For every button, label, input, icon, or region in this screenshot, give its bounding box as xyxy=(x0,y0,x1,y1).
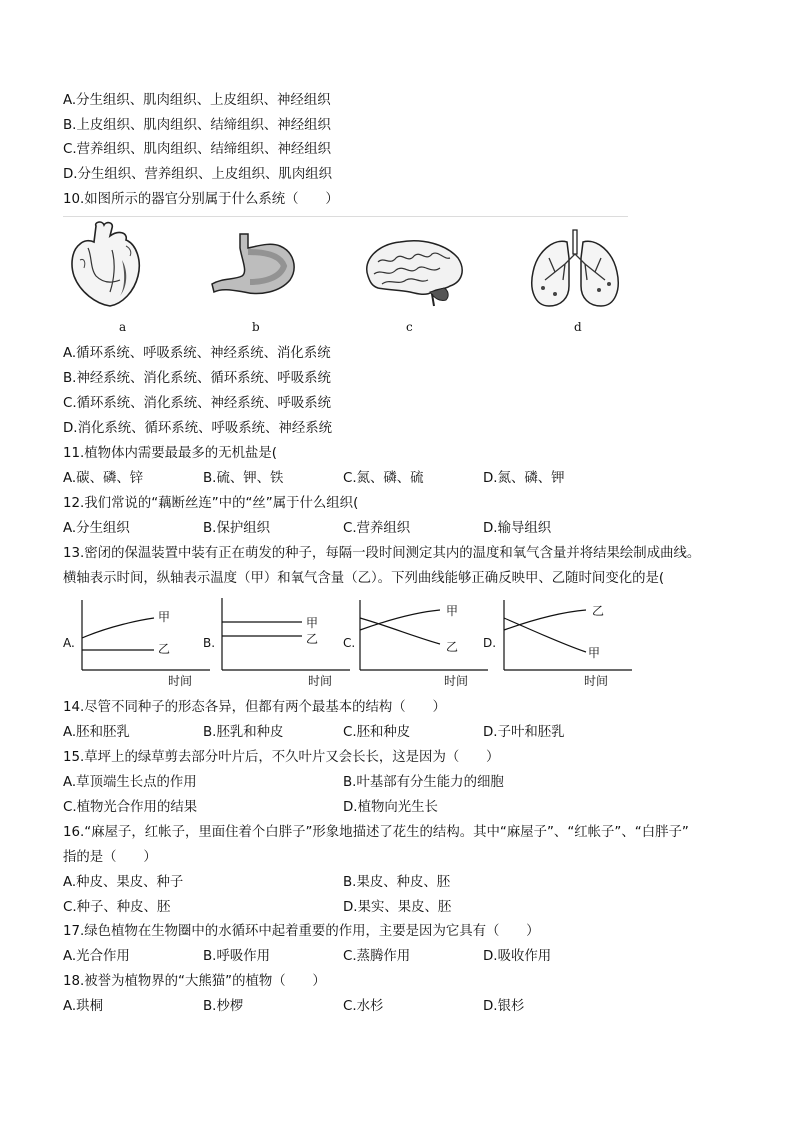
q14-option-b: B.胚乳和种皮 xyxy=(203,725,284,740)
stomach-icon xyxy=(210,232,300,298)
organ-label-d: d xyxy=(574,320,582,334)
graph-a-letter: A. xyxy=(63,636,75,650)
graph-d-curve-yi xyxy=(504,610,586,630)
lungs-icon xyxy=(527,228,623,310)
q17-stem: 17.绿色植物在生物圈中的水循环中起着重要的作用，主要是因为它具有（ ） xyxy=(63,924,540,939)
q16-option-a: A.种皮、果皮、种子 xyxy=(63,875,184,890)
graph-d-series2: 甲 xyxy=(588,646,601,660)
q17-option-d: D.吸收作用 xyxy=(483,949,552,964)
q10-option-a: A.循环系统、呼吸系统、神经系统、消化系统 xyxy=(63,346,331,361)
q11-option-a: A.碳、磷、锌 xyxy=(63,471,144,486)
organ-label-b: b xyxy=(252,320,260,334)
q18-option-c: C.水杉 xyxy=(343,999,384,1014)
graph-d-letter: D. xyxy=(483,636,497,650)
q11-option-d: D.氮、磷、钾 xyxy=(483,471,565,486)
heart-icon xyxy=(66,220,148,308)
figure-divider xyxy=(63,216,628,217)
graph-d-series1: 乙 xyxy=(592,604,605,618)
q11-option-c: C.氮、磷、硫 xyxy=(343,471,424,486)
q12-option-b: B.保护组织 xyxy=(203,521,271,536)
q15-option-a: A.草顶端生长点的作用 xyxy=(63,775,197,790)
graph-c-axes xyxy=(358,600,488,690)
q17-option-a: A.光合作用 xyxy=(63,949,130,964)
graph-c-xlabel: 时间 xyxy=(444,674,469,688)
graph-b-series1: 甲 xyxy=(306,616,319,630)
q13-stem-line1: 13.密闭的保温装置中装有正在萌发的种子，每隔一段时间测定其内的温度和氧气含量并将结果绘制成曲线。 xyxy=(63,546,701,561)
q15-option-b: B.叶基部有分生能力的细胞 xyxy=(343,775,504,790)
q15-option-c: C.植物光合作用的结果 xyxy=(63,800,198,815)
q18-option-a: A.珙桐 xyxy=(63,999,103,1014)
graph-a-series2: 乙 xyxy=(158,642,171,656)
q18-option-b: B.杪椤 xyxy=(203,999,244,1014)
q15-option-d: D.植物向光生长 xyxy=(343,800,438,815)
q16-option-c: C.种子、种皮、胚 xyxy=(63,900,171,915)
q13-stem-line2: 横轴表示时间，纵轴表示温度（甲）和氧气含量（乙）。下列曲线能够正确反映甲、乙随时间变化的是( xyxy=(63,571,665,586)
q9-option-a: A.分生组织、肌肉组织、上皮组织、神经组织 xyxy=(63,93,331,108)
q14-option-a: A.胚和胚乳 xyxy=(63,725,130,740)
q10-option-d: D.消化系统、循环系统、呼吸系统、神经系统 xyxy=(63,421,332,436)
graph-d-axes xyxy=(502,600,632,690)
graph-d-xlabel: 时间 xyxy=(584,674,609,688)
graph-c-series2: 乙 xyxy=(446,640,459,654)
brain-icon xyxy=(360,238,466,308)
q17-option-c: C.蒸腾作用 xyxy=(343,949,411,964)
q14-stem: 14.尽管不同种子的形态各异，但都有两个最基本的结构（ ） xyxy=(63,700,446,715)
graph-b-xlabel: 时间 xyxy=(308,674,333,688)
graph-c-series1: 甲 xyxy=(446,604,459,618)
graph-a-series1: 甲 xyxy=(158,610,171,624)
q10-option-b: B.神经系统、消化系统、循环系统、呼吸系统 xyxy=(63,371,331,386)
organ-label-a: a xyxy=(119,320,127,334)
q16-stem-line2: 指的是（ ） xyxy=(63,850,157,865)
organ-label-c: c xyxy=(406,320,413,334)
graph-c-letter: C. xyxy=(343,636,356,650)
q12-stem: 12.我们常说的“藕断丝连”中的“丝”属于什么组织( xyxy=(63,496,359,511)
q9-option-b: B.上皮组织、肌肉组织、结缔组织、神经组织 xyxy=(63,118,331,133)
q17-option-b: B.呼吸作用 xyxy=(203,949,271,964)
q10-option-c: C.循环系统、消化系统、神经系统、呼吸系统 xyxy=(63,396,332,411)
graph-b-letter: B. xyxy=(203,636,216,650)
q14-option-d: D.子叶和胚乳 xyxy=(483,725,565,740)
q12-option-a: A.分生组织 xyxy=(63,521,130,536)
q9-option-d: D.分生组织、营养组织、上皮组织、肌肉组织 xyxy=(63,167,332,182)
graph-c-curve-yi xyxy=(360,618,440,644)
q16-option-d: D.果实、果皮、胚 xyxy=(343,900,452,915)
q12-option-c: C.营养组织 xyxy=(343,521,411,536)
graph-b-series2: 乙 xyxy=(306,632,319,646)
q14-option-c: C.胚和种皮 xyxy=(343,725,411,740)
q16-option-b: B.果皮、种皮、胚 xyxy=(343,875,451,890)
q16-stem-line1: 16.“麻屋子，红帐子，里面住着个白胖子”形象地描述了花生的结构。其中“麻屋子”、“红帐子”、“白胖子” xyxy=(63,825,689,840)
q9-option-c: C.营养组织、肌肉组织、结缔组织、神经组织 xyxy=(63,142,332,157)
q18-option-d: D.银杉 xyxy=(483,999,525,1014)
graph-a-curve-jia xyxy=(82,618,154,638)
graph-a-xlabel: 时间 xyxy=(168,674,193,688)
graph-c-curve-jia xyxy=(360,610,440,630)
q10-stem: 10.如图所示的器官分别属于什么系统（ ） xyxy=(63,192,339,207)
q11-stem: 11.植物体内需要最最多的无机盐是( xyxy=(63,446,277,461)
graph-d-curve-jia xyxy=(504,618,586,652)
q15-stem: 15.草坪上的绿草剪去部分叶片后，不久叶片又会长长，这是因为（ ） xyxy=(63,750,500,765)
q12-option-d: D.输导组织 xyxy=(483,521,552,536)
q11-option-b: B.硫、钾、铁 xyxy=(203,471,284,486)
q18-stem: 18.被誉为植物界的“大熊猫”的植物（ ） xyxy=(63,974,326,989)
